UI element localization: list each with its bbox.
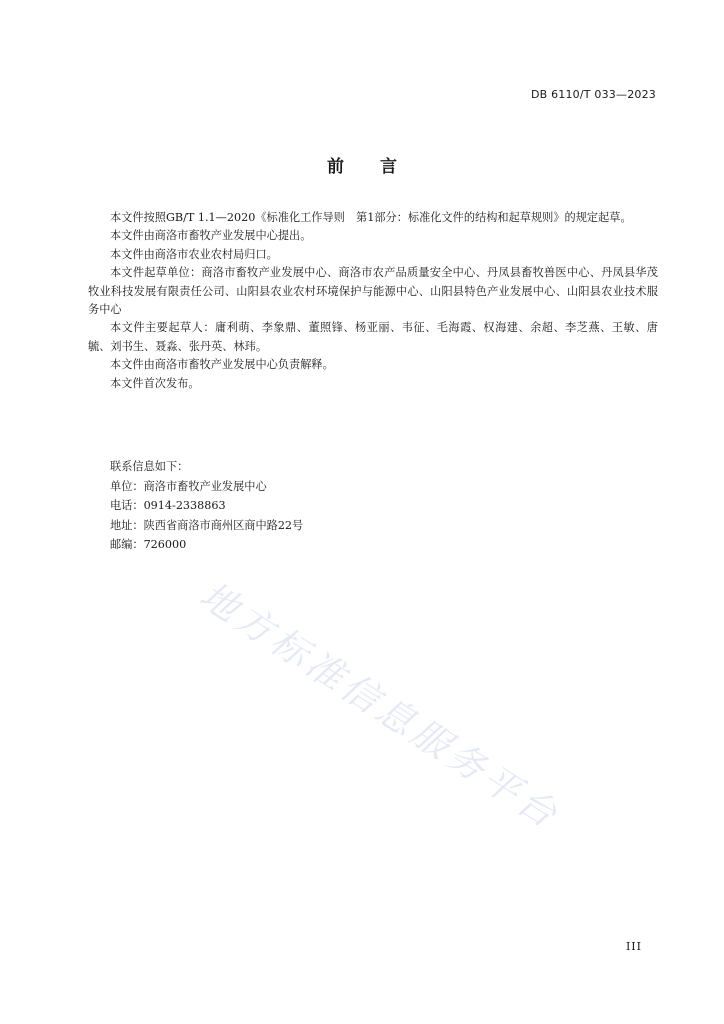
contact-postcode: 邮编：726000 [110, 538, 187, 551]
document-code: DB 6110/T 033—2023 [530, 88, 656, 101]
paragraph-drafting-rules: 本文件按照GB/T 1.1—2020《标准化工作导则 第1部分：标准化文件的结构和起草规则》的规定起草。 [110, 211, 632, 224]
contact-unit: 单位：商洛市畜牧产业发展中心 [110, 479, 267, 493]
paragraph-drafting-units: 本文件起草单位：商洛市畜牧产业发展中心、商洛市农产品质量安全中心、丹凤县畜牧兽医中心、丹凤县华茂牧业科技发展有限责任公司、山阳县农业农村环境保护与能源中心、山阳县特色产业发展中心、山阳县农业技术服务中心 [88, 266, 658, 317]
page-title: 前言 [327, 157, 433, 177]
paragraph-interpretation: 本文件由商洛市畜牧产业发展中心负责解释。 [110, 358, 334, 372]
paragraph-main-drafters: 本文件主要起草人：庸利萌、李象鼎、董照锋、杨亚丽、韦征、毛海霞、权海建、余超、李芝燕、王敏、唐毓、刘书生、聂淼、张丹英、林玮。 [88, 321, 658, 353]
contact-phone: 电话：0914-2338863 [110, 499, 226, 512]
contact-heading: 联系信息如下： [110, 460, 189, 473]
paragraph-first-release: 本文件首次发布。 [110, 376, 200, 390]
contact-info [110, 457, 610, 555]
watermark: 地方标准信息服务平台 [192, 573, 568, 839]
paragraph-administrator: 本文件由商洛市农业农村局归口。 [110, 247, 278, 261]
page-number: III [625, 940, 642, 953]
paragraph-proposer: 本文件由商洛市畜牧产业发展中心提出。 [110, 229, 312, 243]
contact-address: 地址：陕西省商洛市商州区商中路22号 [110, 518, 304, 532]
foreword-body [88, 209, 658, 393]
